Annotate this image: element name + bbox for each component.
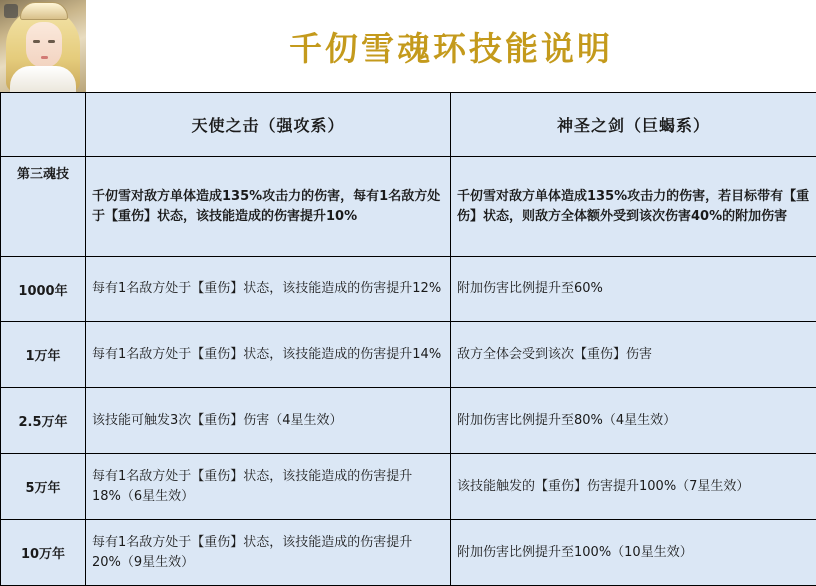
header: [0, 0, 816, 92]
table-row: [1, 157, 816, 257]
column-header-skill-a: 天使之击（强攻系）: [86, 93, 451, 157]
row-label: 2.5万年: [1, 388, 86, 454]
portrait-lips: [41, 56, 48, 59]
row-label: 第三魂技: [1, 157, 86, 257]
column-header-skill-b: 神圣之剑（巨蝎系）: [451, 93, 816, 157]
row-label: 1000年: [1, 257, 86, 322]
page-title: 千仞雪魂环技能说明: [86, 0, 816, 92]
skill-b-upgrade: 该技能触发的【重伤】伤害提升100%（7星生效）: [451, 454, 816, 520]
skill-a-upgrade: 每有1名敌方处于【重伤】状态，该技能造成的伤害提升18%（6星生效）: [86, 454, 451, 520]
skill-a-upgrade: 该技能可触发3次【重伤】伤害（4星生效）: [86, 388, 451, 454]
row-label: 10万年: [1, 520, 86, 586]
skill-a-upgrade: 每有1名敌方处于【重伤】状态，该技能造成的伤害提升20%（9星生效）: [86, 520, 451, 586]
table-row: [1, 520, 816, 586]
portrait-face: [26, 22, 62, 68]
skill-a-description: 千仞雪对敌方单体造成135%攻击力的伤害，每有1名敌方处于【重伤】状态，该技能造成的伤害提升10%: [86, 157, 451, 257]
portrait-badge-icon: [4, 4, 18, 18]
table-row: [1, 257, 816, 322]
row-label: 5万年: [1, 454, 86, 520]
portrait-eye: [48, 40, 55, 43]
skill-a-upgrade: 每有1名敌方处于【重伤】状态，该技能造成的伤害提升12%: [86, 257, 451, 322]
skill-b-upgrade: 附加伤害比例提升至100%（10星生效）: [451, 520, 816, 586]
row-label: 1万年: [1, 322, 86, 388]
character-portrait: [0, 0, 86, 92]
portrait-robe: [10, 66, 76, 92]
table-header-row: [1, 93, 816, 157]
table-row: [1, 454, 816, 520]
portrait-crown: [20, 2, 68, 20]
skill-b-upgrade: 附加伤害比例提升至80%（4星生效）: [451, 388, 816, 454]
portrait-eye: [33, 40, 40, 43]
skill-table: [0, 92, 816, 586]
skill-b-upgrade: 附加伤害比例提升至60%: [451, 257, 816, 322]
skill-b-description: 千仞雪对敌方单体造成135%攻击力的伤害，若目标带有【重伤】状态，则敌方全体额外受到该次伤害40%的附加伤害: [451, 157, 816, 257]
skill-b-upgrade: 敌方全体会受到该次【重伤】伤害: [451, 322, 816, 388]
skill-a-upgrade: 每有1名敌方处于【重伤】状态，该技能造成的伤害提升14%: [86, 322, 451, 388]
table-row: [1, 322, 816, 388]
table-row: [1, 388, 816, 454]
corner-cell: [1, 93, 86, 157]
